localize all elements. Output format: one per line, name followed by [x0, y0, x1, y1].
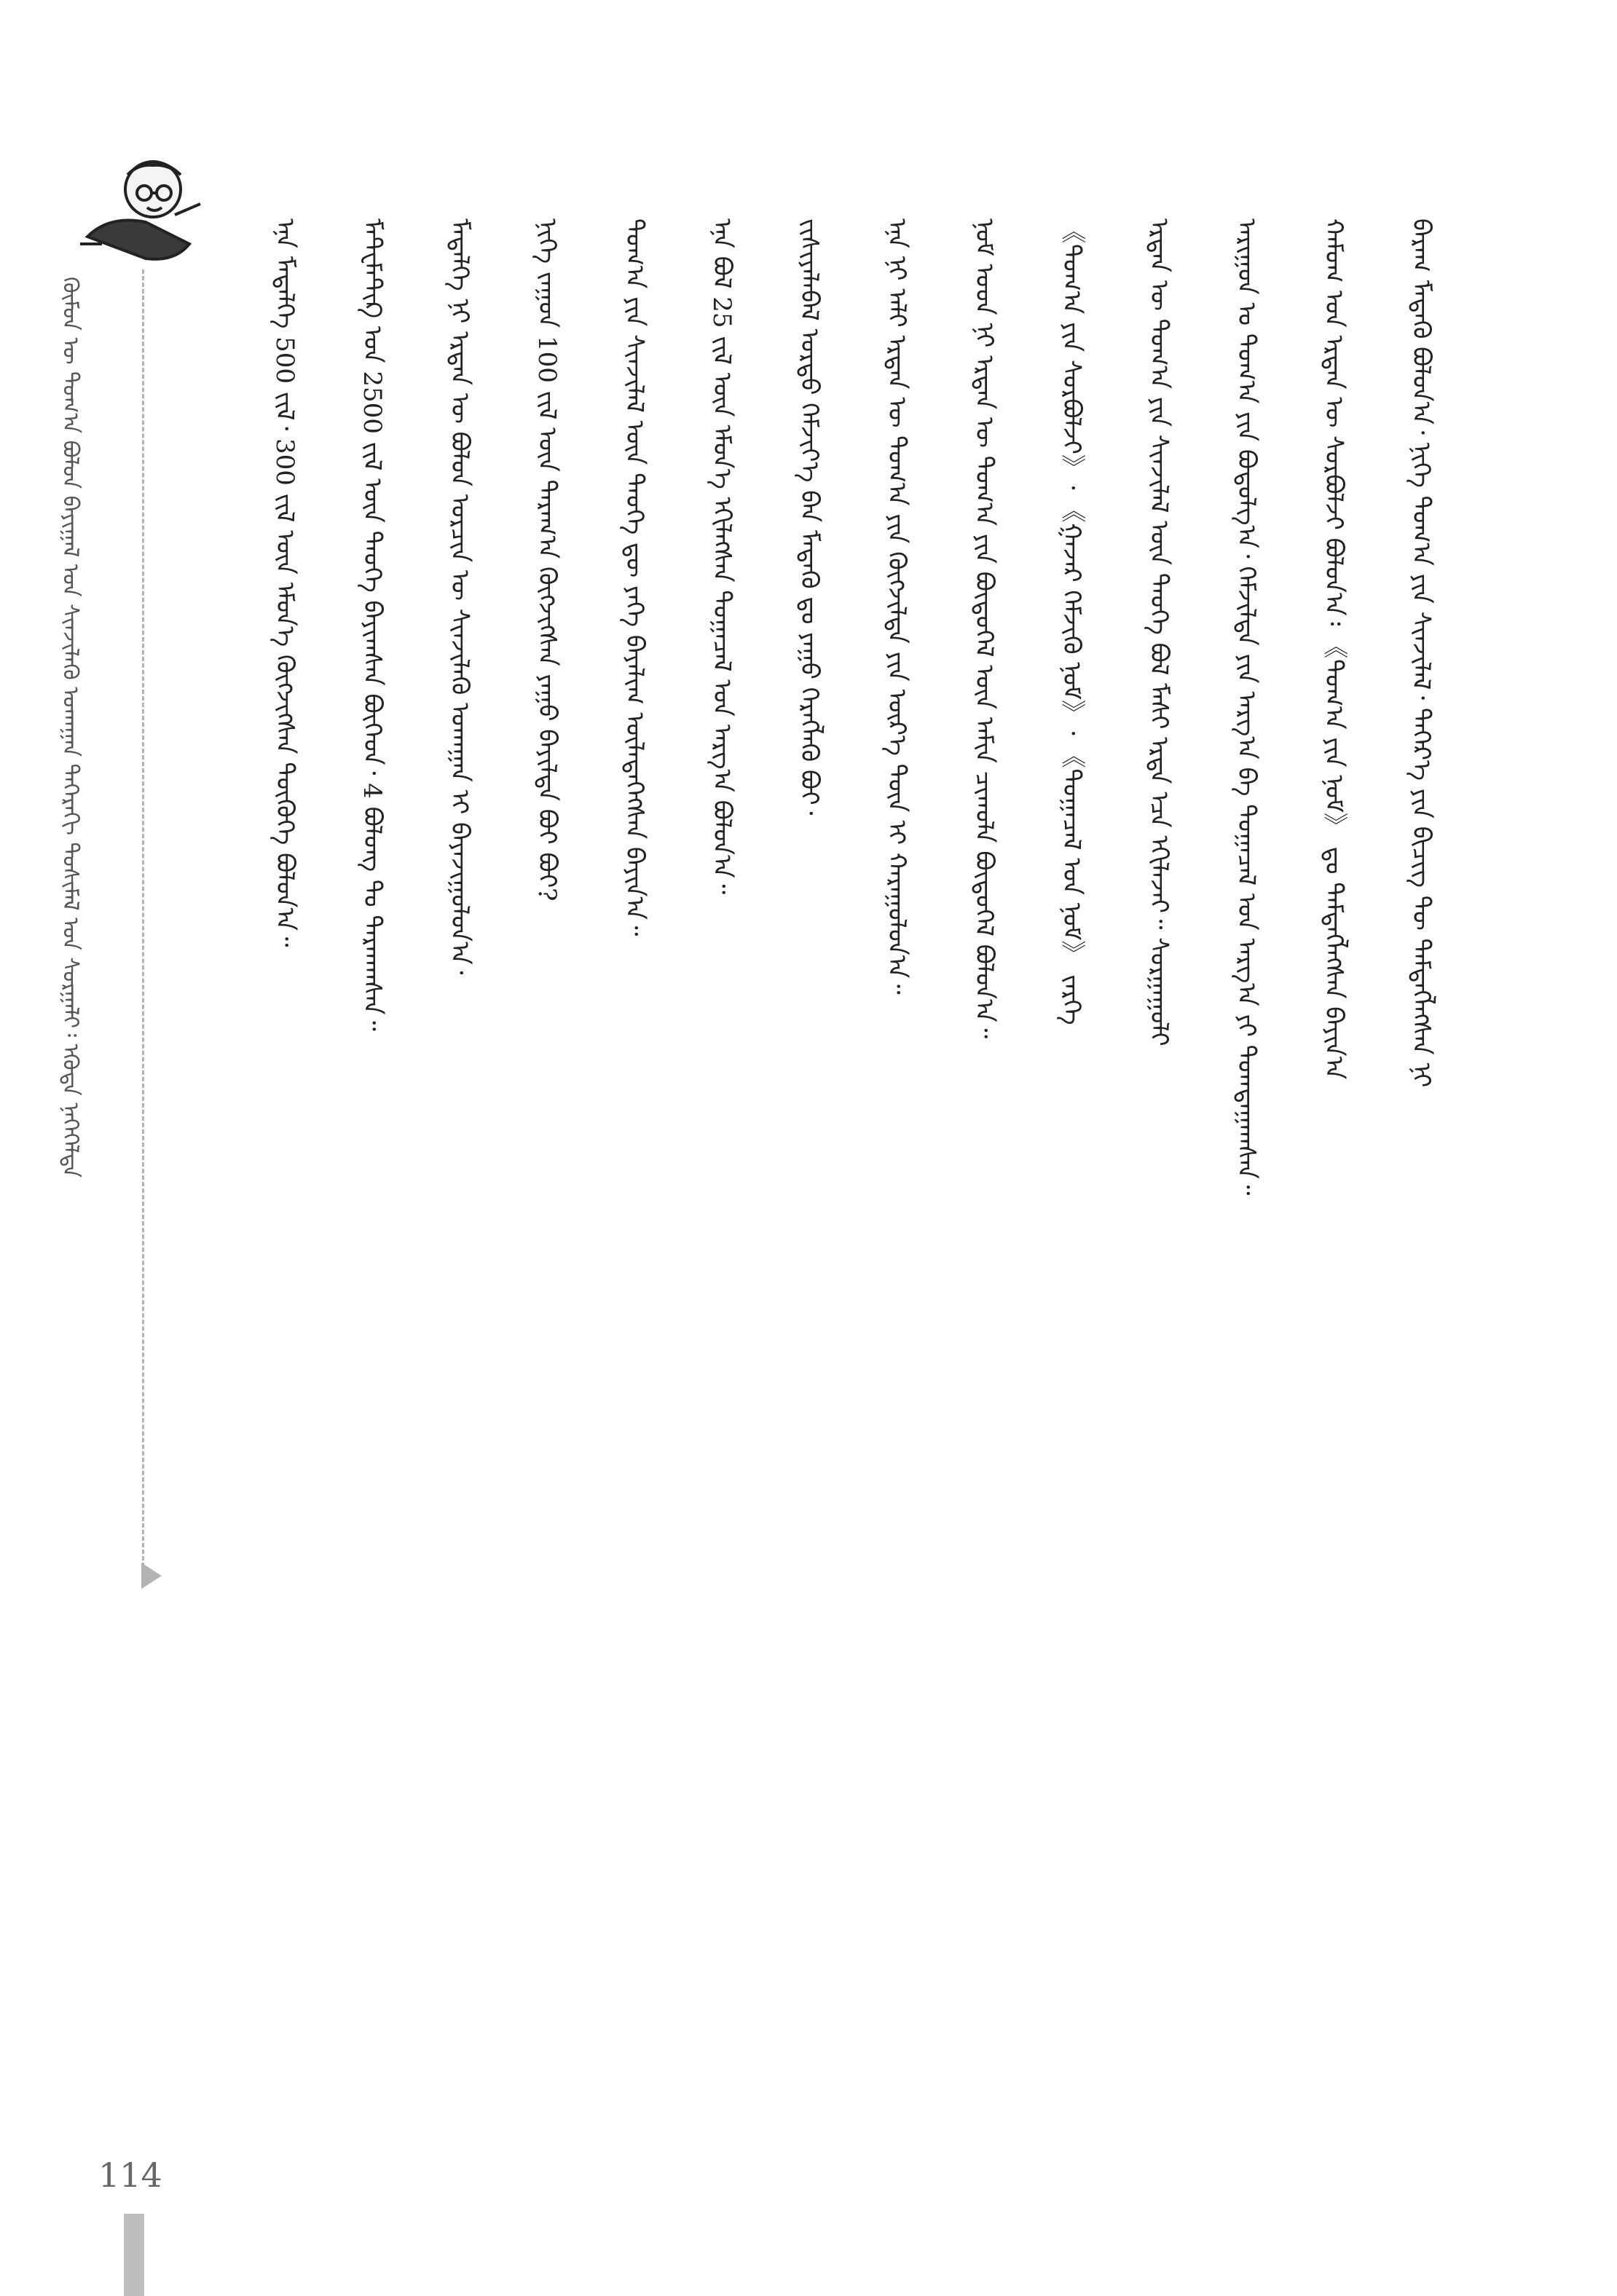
text-column: ᠠᠷᠢᠭᠤᠨ ᠤ ᠲᠣᠭ᠎ᠠ ᠶᠢᠨ ᠪᠣᠳᠤᠯᠭ᠎ᠠ᠂ ᠬᠡᠮᠵᠢᠯᠲᠡ ᠶᠢᠨ ᠠᠷᠭ᠎ᠠ ᠪᠠ ᠲᠣᠭᠠᠴᠠᠯ ᠤᠨ ᠠᠷᠭ᠎ᠠ ᠶᠢ ᠲᠣᠭᠲᠠᠭᠠᠭᠰᠠᠨ᠃: [1231, 218, 1261, 1196]
text-column: ᠡᠷᠲᠡᠨ ᠦ ᠲᠣᠭ᠎ᠠ ᠶᠢᠨ ᠰᠢᠨᠵᠢᠯᠡᠯ ᠦᠨ ᠲᠡᠦᠬᠡ ᠪᠣᠯ ᠮᠠᠰᠢ ᠡᠷᠲᠡ ᠡᠴᠡ ᠡᠬᠢᠯᠡᠵᠡᠢ᠃ ᠰᠤᠷᠭᠠᠭᠤᠯᠢ: [1144, 218, 1173, 1046]
page-edge-bar: [124, 2214, 144, 2296]
text-column: 《ᠲᠣᠭ᠎ᠠ ᠶᠢᠨ ᠰᠤᠷᠪᠤᠯᠵᠢ》᠂ 《ᠭᠠᠵᠠᠷ ᠬᠡᠮᠵᠢᠬᠦ ᠨᠣᠮ》᠂ 《ᠲᠣᠭᠠᠴᠠᠯ ᠤᠨ ᠨᠣᠮ》 ᠵᠡᠷᠭᠡ: [1056, 218, 1086, 1025]
running-header: [51, 277, 117, 2199]
text-column: ᠮᠠᠲ᠋ᠸᠮᠠᠲ᠋ᠢᠺ ᠤᠨ 2500 ᠵᠢᠯ ᠦᠨ ᠲᠡᠦᠬᠡ ᠪᠠᠶᠢᠭᠰᠠᠨ ᠪᠥᠭᠡᠳ᠂ 4 ᠪᠤᠯᠤᠩ ᠲᠤ ᠲᠠᠷᠬᠠᠭᠰᠠᠨ᠃: [357, 218, 387, 1031]
mascot-illustration: [66, 135, 211, 273]
text-column: ᠬᠠᠮᠤᠭ ᠤᠨ ᠡᠷᠲᠡᠨ ᠦ ᠰᠤᠷᠪᠤᠯᠵᠢ ᠪᠣᠯᠤᠨ᠎ᠠ᠄ 《ᠲᠣᠭ᠎ᠠ ᠶᠢᠨ ᠨᠣᠮ》 ᠳᠤ ᠲᠡᠮᠳᠡᠭᠯᠡᠭᠰᠡᠨ ᠪᠠᠶᠢᠨ᠎ᠠ: [1318, 218, 1348, 1080]
header-arrow-icon: [141, 1563, 162, 1589]
header-dashed-line: [142, 269, 144, 1580]
text-column: ᠪᠠᠷᠠᠭ ᠮᠡᠳᠡᠬᠦ ᠪᠣᠯᠤᠨ᠎ᠠ᠂ ᠨᠢᠭᠡ ᠲᠣᠭ᠎ᠠ ᠶᠢᠨ ᠰᠢᠨᠵᠢᠯᠡᠯ᠂ ᠳᠡᠭᠡᠷ᠎ᠡ ᠶᠢᠨ ᠪᠢᠴᠢᠭ ᠲᠦ ᠲᠡᠮᠳᠡᠭᠯᠡᠭᠰᠡᠨ ᠨᠢ: [1406, 218, 1436, 1088]
text-column: ᠡᠨᠡ ᠮᠡᠳᠡᠯᠭᠡ 500 ᠵᠢᠯ᠂ 300 ᠵᠢᠯ ᠦᠨ ᠡᠮᠦᠨ᠎ᠡ ᠬᠥᠭᠵᠢᠭᠰᠡᠨ ᠲᠦᠭᠦᠬᠡ ᠪᠣᠯᠤᠨ᠎ᠠ᠃: [270, 218, 299, 947]
text-column: ᠮᠡᠳᠡᠯᠭᠡ ᠨᠢ ᠡᠷᠲᠡᠨ ᠦ ᠪᠣᠯᠣᠨ ᠣᠷᠴᠢᠨ ᠦ ᠰᠢᠨᠵᠢᠯᠡᠬᠦ ᠤᠬᠠᠭᠠᠨ ᠢ ᠪᠠᠶᠠᠵᠢᠭᠤᠯᠤᠨ᠎ᠠ᠂: [444, 218, 474, 975]
text-column: ᠨᠣᠮ ᠤᠳ ᠨᠢ ᠡᠷᠲᠡᠨ ᠦ ᠲᠣᠭ᠎ᠠ ᠶᠢᠨ ᠪᠦᠲᠦᠭᠡᠯ ᠦᠨ ᠠᠮᠢᠨ ᠴᠢᠬᠤᠯᠠ ᠪᠦᠲᠦᠭᠡᠯ ᠪᠣᠯᠤᠨ᠎ᠠ᠃: [969, 218, 999, 1039]
text-column: ᠵᠢᠱᠢᠶᠡᠯᠡᠪᠡᠯ ᠤᠷᠲᠤ ᠬᠡᠮᠵᠢᠶ᠎ᠡ ᠪᠠᠨ ᠮᠡᠳᠡᠬᠦ ᠳᠤ ᠶᠠᠭᠤ ᠬᠡᠷᠡᠭᠯᠡᠬᠦ ᠪᠤᠢ᠂: [794, 218, 824, 816]
text-column: ᠲᠣᠭ᠎ᠠ ᠶᠢᠨ ᠰᠢᠨᠵᠢᠯᠡᠯ ᠦᠨ ᠲᠡᠦᠬᠡ ᠳᠦ ᠶᠡᠬᠡ ᠪᠠᠶᠠᠯᠢᠭ ᠦᠯᠡᠳᠡᠭᠡᠭᠰᠡᠨ ᠪᠠᠶᠢᠨ᠎ᠠ᠃: [619, 218, 649, 936]
running-header-title: ᠬᠦᠮᠦᠨ ᠦ ᠲᠤᠭ᠎ᠠ ᠪᠣᠯᠣᠨ ᠪᠠᠶᠢᠭᠠᠯ ᠤᠨ ᠰᠢᠨᠵᠢᠯᠡᠬᠦ ᠤᠬᠠᠭᠠᠨ ᠳᠡᠭᠡᠷᠡᠬᠢ ᠲᠤᠰᠢᠮᠡᠯ ᠤᠨ ᠰᠤᠷᠭᠠᠯᠢ᠄ ᠡᠭᠦᠳᠡ ᠨᠡᠭᠡᠭᠡᠯᠲᠡ: [58, 277, 83, 1178]
text-column: ᠡᠨᠡ ᠪᠣᠯ 25 ᠵᠢᠯ ᠦᠨ ᠡᠮᠦᠨ᠎ᠡ ᠡᠬᠢᠯᠡᠭᠰᠡᠨ ᠲᠣᠭᠠᠴᠠᠯ ᠤᠨ ᠠᠷᠭ᠎ᠠ ᠪᠣᠯᠤᠨ᠎ᠠ᠃: [707, 218, 736, 895]
body-text: [219, 218, 1449, 2068]
text-column: ᠨᠢᠭᠡ ᠵᠠᠭᠤᠨ 100 ᠵᠢᠯ ᠦᠨ ᠳᠠᠷᠠᠭ᠎ᠠ ᠬᠥᠭᠵᠢᠭᠰᠡᠨ ᠶᠠᠭᠤ ᠪᠠᠶᠢᠯᠲᠠ ᠪᠤᠢ ᠪᠤᠢ?: [532, 218, 562, 902]
page-number: 114: [98, 2155, 162, 2195]
text-column: ᠡᠨᠡ ᠨᠢ ᠠᠯᠢ ᠡᠷᠲᠡᠨ ᠦ ᠲᠣᠭ᠎ᠠ ᠶᠢᠨ ᠬᠥᠭᠵᠢᠯᠲᠡ ᠶᠢᠨ ᠦᠷ᠎ᠡ ᠳᠦᠨ ᠢ ᠬᠠᠷᠠᠭᠤᠯᠤᠨ᠎ᠠ᠃: [881, 218, 911, 995]
